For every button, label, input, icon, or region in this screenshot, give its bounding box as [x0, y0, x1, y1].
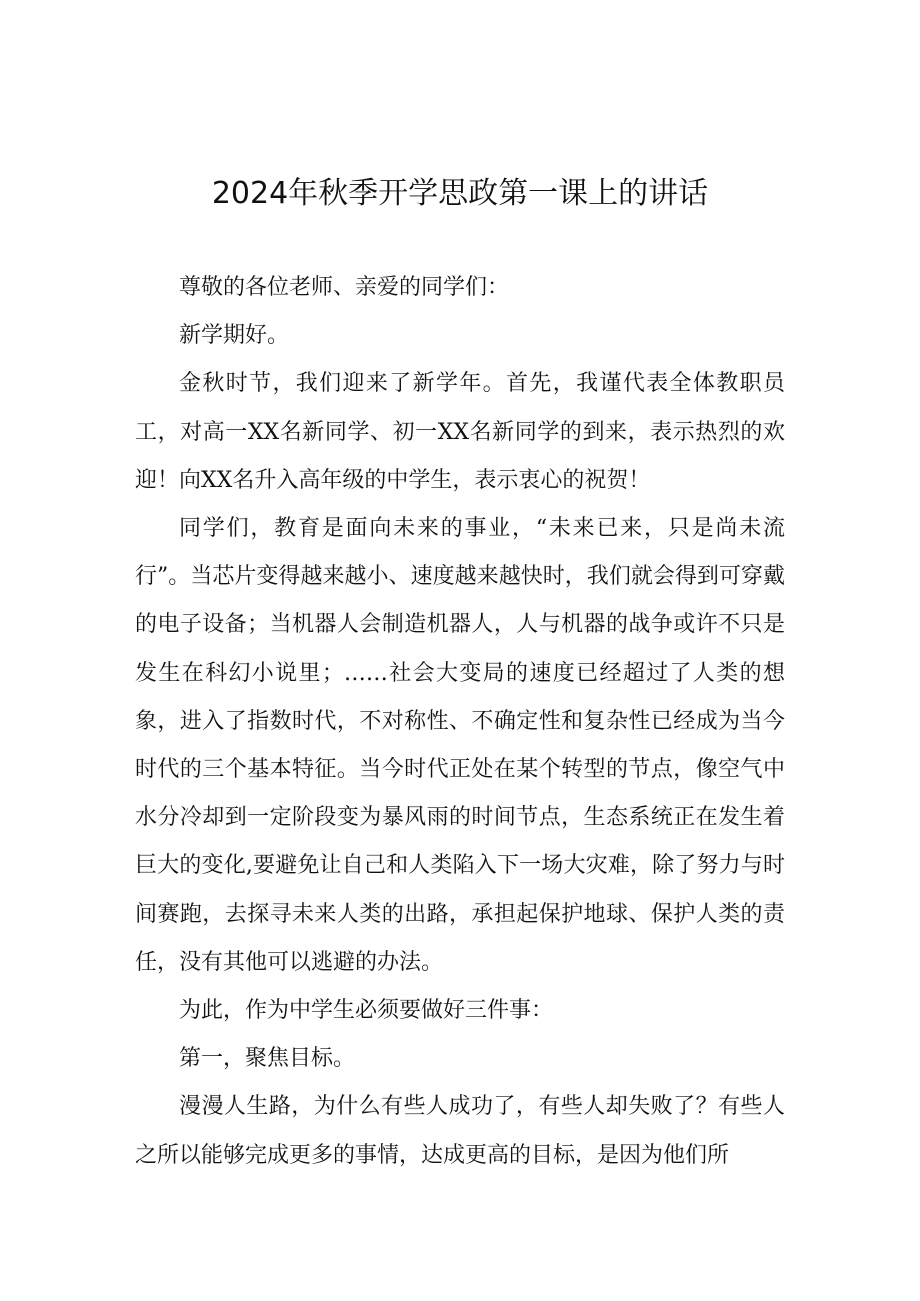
paragraph-new-semester: 新学期好。 — [179, 323, 290, 349]
paragraph-three-things: 为此，作为中学生必须要做好三件事： — [179, 998, 554, 1024]
paragraph-life-road: 漫漫人生路，为什么有些人成功了，有些人却失败了？有些人之所以能够完成更多的事情，达成更高的目标，是因为他们所 — [135, 1094, 785, 1168]
document-body — [135, 264, 785, 1180]
paragraph-first-point: 第一，聚焦目标。 — [179, 1046, 356, 1072]
document-title: 2024年秋季开学思政第一课上的讲话 — [211, 176, 709, 211]
paragraph-welcome: 金秋时节，我们迎来了新学年。首先，我谨代表全体教职员工，对高一XX名新同学、初一XX名新同学的到来，表示热烈的欢迎！向XX名升入高年级的中学生，表示衷心的祝贺！ — [135, 371, 785, 493]
paragraph-greeting: 尊敬的各位老师、亲爱的同学们： — [179, 275, 510, 300]
paragraph-future-education: 同学们，教育是面向未来的事业，“未来已来，只是尚未流行”。当芯片变得越来越小、速度越来越快时，我们就会得到可穿戴的电子设备；当机器人会制造机器人，人与机器的战争或许不只是发生在科幻小说里；……社会大变局的速度已经超过了人类的想象，进入了指数时代，不对称性、不确定性和复杂性已经成为当今时代的三个基本特征。当今时代正处在某个转型的节点，像空气中水分冷却到一定阶段变为暴风雨的时间节点，生态系统正在发生着巨大的变化,要避免让自己和人类陷入下一场大灾难，除了努力与时间赛跑，去探寻未来人类的出路，承担起保护地球、保护人类的责任，没有其他可以逃避的办法。 — [135, 516, 785, 975]
